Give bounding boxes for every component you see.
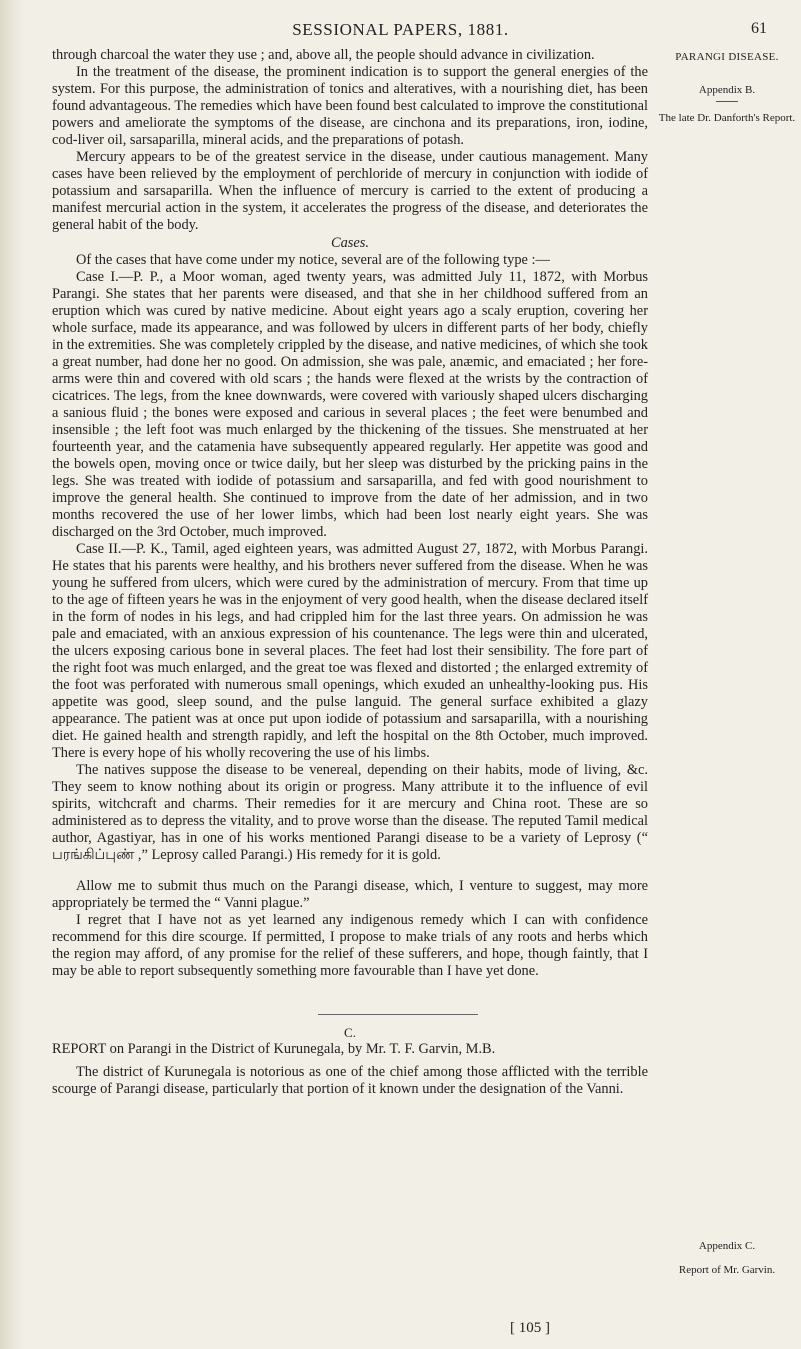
main-text	[52, 47, 648, 1098]
running-header	[0, 20, 801, 40]
margin-appendix-c: Appendix C.	[698, 1240, 756, 1252]
paragraph: Of the cases that have come under my notice, several are of the following type :—	[76, 252, 550, 268]
margin-note-b: The late Dr. Danforth's Report.	[658, 112, 796, 124]
margin-note-c: Report of Mr. Garvin.	[678, 1264, 776, 1276]
paragraph: through charcoal the water they use ; and, above all, the people should advance in civilization.	[52, 47, 595, 63]
paragraph: Case I.—P. P., a Moor woman, aged twenty years, was admitted July 11, 1872, with Morbus Parangi. She states that her parents were diseased, and that she in her childhood suffered from an eruption which was cured by native medicine. About eight years ago a scaly eruption, covering her whole surface, made its appearance, and was followed by ulcers in different parts of her body, chiefly in the extremities. She was completely crippled by the disease, and native medicines, of which she took a great number, had done her no good. On admission, she was pale, anæmic, and emaciated ; her fore-arms were thin and covered with old scars ; the hands were flexed at the wrists by the contraction of cicatrices. The legs, from the knee downwards, were covered with variously shaped ulcers discharging a sanious fluid ; the bones were exposed and carious in several places ; the feet were benumbed and insensible ; the left foot was much enlarged by the thickening of the tissues. She menstruated at her fourteenth year, and the catamenia have subsequently appeared regularly. Her appetite was good and the bowels open, moving once or twice daily, but her sleep was disturbed by the pricking pains in the legs. She was treated with iodide of potassium and sarsaparilla, and fed with good nourishment to improve the general health. She continued to improve from the date of her admission, and in two months recovered the use of her lower limbs, which had been lost nearly eight years. She was discharged on the 3rd October, much improved.	[52, 269, 648, 540]
margin-dash	[657, 96, 797, 107]
paragraph: The district of Kurunegala is notorious as one of the chief among those afflicted with the terrible scourge of Parangi disease, particularly that portion of it known under the designation of the Vanni.	[52, 1064, 648, 1097]
paragraph: In the treatment of the disease, the prominent indication is to support the general energies of the system. For this purpose, the administration of tonics and alteratives, with a nourishing diet, has been found advantageous. The remedies which have been found best calculated to improve the constitutional powers and ameliorate the symptoms of the disease, are cinchona and its preparations, iron, iodine, cod-liver oil, sarsaparilla, mineral acids, and the preparations of potash.	[52, 64, 648, 148]
header-title: SESSIONAL PAPERS, 1881.	[292, 20, 509, 39]
paragraph: I regret that I have not as yet learned any indigenous remedy which I can with confidence recommend for this dire scourge. If permitted, I propose to make trials of any roots and herbs which the region may afford, of any promise for the relief of these sufferers, and hope, though faintly, that I may be able to report subsequently something more favourable than I have yet done.	[52, 912, 648, 979]
section-letter: C.	[344, 1025, 356, 1040]
page-number: 61	[751, 20, 767, 37]
section-divider	[318, 1014, 478, 1015]
margin-heading: PARANGI DISEASE.	[675, 51, 779, 63]
cases-heading: Cases.	[331, 235, 369, 251]
paragraph: Mercury appears to be of the greatest service in the disease, under cautious management. Many cases have been relieved by the employment of perchloride of mercury in conjunction with iodide of potassium and sarsaparilla. When the influence of mercury is carried to the extent of producing a manifest mercurial action in the system, it accelerates the progress of the disease, and deteriorates the general habit of the body.	[52, 149, 648, 233]
page-edge-shadow	[0, 0, 22, 1349]
paragraph: Case II.—P. K., Tamil, aged eighteen years, was admitted August 27, 1872, with Morbus Parangi. He states that his parents were healthy, and his brothers never suffered from the disease. When he was young he suffered from ulcers, which were cured by the administration of mercury. From that time up to the age of fifteen years he was in the enjoyment of very good health, when the disease declared itself in the form of nodes in his legs, and had crippled him for the last three years. On admission he was pale and emaciated, with an anxious expression of his countenance. The legs were thin and ulcerated, the ulcers exposing carious bone in several places. The feet had lost their sensibility. The fore part of the right foot was much enlarged, and the great toe was flexed and distorted ; the enlarged extremity of the foot was perforated with numerous small openings, which exuded an unhealthy-looking pus. His appetite was good, sleep sound, and the pulse languid. The general surface exhibited a glazy appearance. The patient was at once put upon iodide of potassium and sarsaparilla, with a nourishing diet. He gained health and strength rapidly, and left the hospital on the 8th October, much improved. There is every hope of his wholly recovering the use of his limbs.	[52, 541, 648, 761]
report-title: REPORT on Parangi in the District of Kurunegala, by Mr. T. F. Garvin, M.B.	[52, 1041, 496, 1057]
margin-appendix-b: Appendix B.	[698, 84, 756, 96]
paragraph: Allow me to submit thus much on the Parangi disease, which, I venture to suggest, may more appropriately be termed the “ Vanni plague.”	[52, 878, 648, 911]
page-reference: [ 105 ]	[510, 1320, 550, 1336]
paragraph: The natives suppose the disease to be venereal, depending on their habits, mode of living, &c. They seem to know nothing about its origin or progress. Many attribute it to the influence of evil spirits, witchcraft and charms. Their remedies for it are mercury and China root. These are so administered as to depress the vitality, and to prove worse than the disease. The reputed Tamil medical author, Agastiyar, has in one of his works mentioned Parangi disease to be a variety of Leprosy (“ பரங்கிப்புண் ,” Leprosy called Parangi.) His remedy for it is gold.	[52, 762, 648, 863]
